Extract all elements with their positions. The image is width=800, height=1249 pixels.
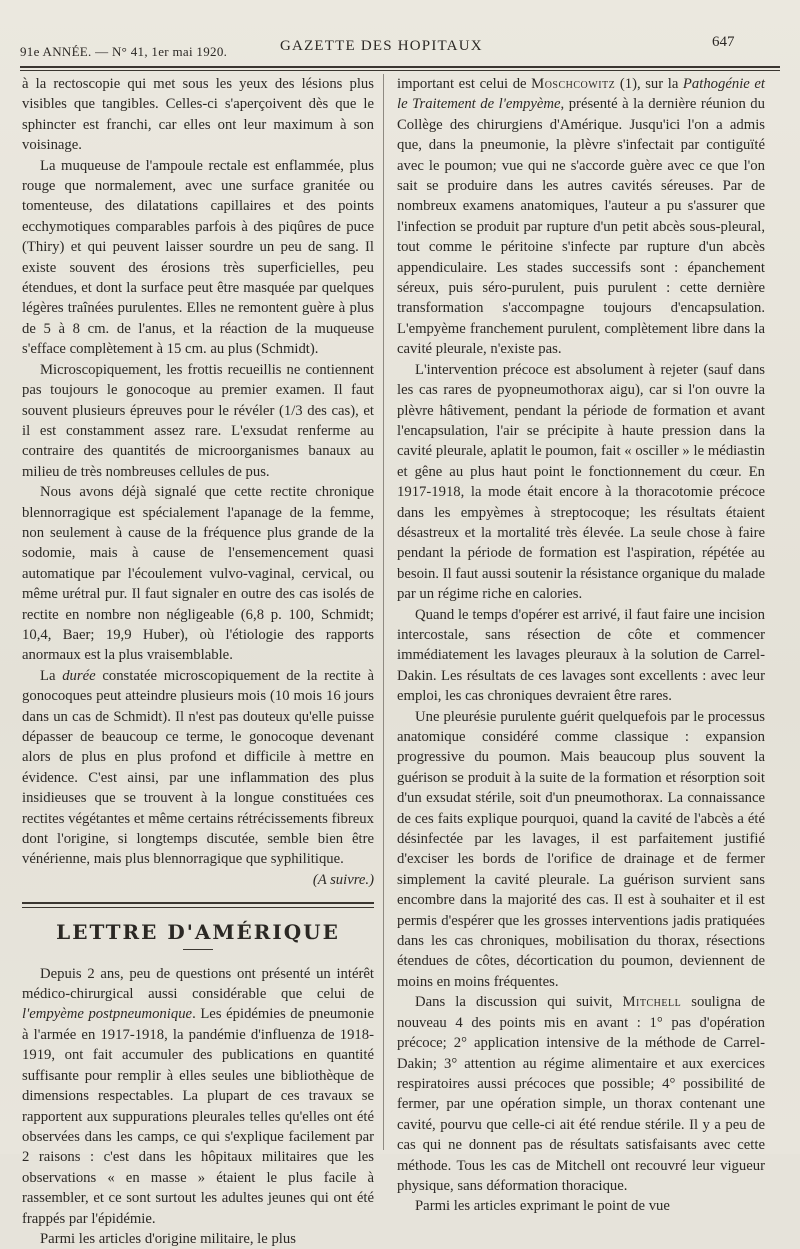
paragraph: Parmi les articles exprimant le point de vue [415, 1198, 670, 1215]
to-be-continued: (A suivre.) [312, 871, 374, 888]
section-rule [22, 892, 374, 904]
header-rule-thick [20, 66, 780, 68]
page-number: 647 [712, 34, 735, 50]
paragraph: Dans la discussion qui suivit, Mitchell souligna de nouveau 4 des points mis en avant : 1° pas d'opération précoce; 2° application intensive de la méthode de Carrel-Dakin; 3° attention au régime alimentaire et aux exercices respiratoires aussi précoces que possible; 4° possibilité de fermer, par une opération simple, un thorax contenant une cavité, pourvu que celle-ci ait été rendue stérile. Il y a peu de cas qui ne donnent pas de résultats satisfaisants avec cette méthode. Tous les cas de Mitchell ont recouvré leur vigueur physique, sans déformation thoracique. [397, 994, 765, 1194]
paragraph: L'intervention précoce est absolument à rejeter (sauf dans les cas rares de pyopneumothorax aigu), car si l'on ouvre la plèvre hâtivement, pendant la période de formation et avant l'encapsulation, l'air se précipite à haute pression dans la cavité pleurale, aplatit le poumon, fait « osciller » le médiastin et gêne au plus haut point le fonctionnement du cœur. En 1917-1918, la mode était encore à la thoracotomie précoce dans les empyèmes à streptocoque; les résultats étaient désastreux et la mortalité très élevée. La seule chose à faire pendant la période de formation est l'aspiration, répétée au besoin. Il faut aussi soutenir la résistance organique du malade par un régime riche en calories. [397, 361, 765, 603]
paragraph: Microscopiquement, les frottis recueillis ne contiennent pas toujours le gonocoque au premier examen. Il faut souvent plusieurs épreuves pour le révéler (1/3 des cas), et il est constamment assez rare. L'exsudat renferme au contraire des quantités de microorganismes banaux au milieu de très nombreuses cellules de pus. [22, 361, 374, 480]
left-column [22, 74, 374, 1249]
header-rule-thin [20, 70, 780, 71]
issue-info: 91e ANNÉE. — N° 41, 1er mai 1920. [20, 44, 228, 59]
paragraph: Nous avons déjà signalé que cette rectite chronique blennorragique est spécialement l'apanage de la femme, non seulement à cause de la fréquence plus grande de la sodomie, mais à cause de l'ensemencement quasi automatique par l'écoulement vulvo-vaginal, cervical, ou même urétral pur. Il faut signaler en outre des cas isolés de rectite en nombre non négligeable (6,8 p. 100, Schmidt; 10,4, Baer; 19,9 Huber), où l'étiologie des rapports anormaux est la plus vraisemblable. [22, 484, 374, 664]
page-header [0, 30, 800, 64]
section-title: LETTRE D'AMÉRIQUE [56, 920, 340, 945]
paragraph: à la rectoscopie qui met sous les yeux des lésions plus visibles que tangibles. Celles-ci s'aperçoivent dès que le sphincter est franchi, car elles ont leur maximum à son voisinage. [22, 76, 374, 154]
paragraph: Parmi les articles d'origine militaire, le plus [40, 1230, 296, 1247]
right-column [397, 74, 765, 1217]
paragraph: important est celui de Moschcowitz (1), sur la Pathogénie et le Traitement de l'empyème, présenté à la dernière réunion du Collège des chirurgiens d'Amérique. Jusqu'ici l'on a admis que, dans la pneumonie, la plèvre s'infectait par contiguïté avec le poumon; vue qui ne s'accorde guère avec ce que l'on sait se produire dans les autres cavités séreuses. Par de nombreux examens anatomiques, l'auteur a pu s'assurer que l'infection se produit par rupture d'un petit abcès sous-pleural, tout comme le péritoine s'infecte par rupture d'un abcès appendiculaire. Les stades successifs sont : épanchement séreux, puis séro-purulent, puis purulent : cette dernière transformation s'accompagne toujours d'encapsulation. L'empyème franchement purulent, complètement libre dans la cavité pleurale, n'existe pas. [397, 76, 765, 358]
title-underline [183, 949, 213, 950]
journal-title: GAZETTE DES HOPITAUX [280, 38, 483, 54]
paragraph: Une pleurésie purulente guérit quelquefois par le processus anatomique considéré comme classique : expansion progressive du poumon. Mais beaucoup plus souvent la guérison se produit à la suite de la formation et résorption soit d'un exsudat stérile, soit d'un pneumothorax. La connaissance de ces faits explique pourquoi, quand la cavité de l'abcès a été désinfectée par les lavages, il est parfaitement justifié d'exciser les bords de l'orifice de drainage et de fermer simplement la cavité pleurale. La guérison survient sans encombre dans la majorité des cas. Il est à souhaiter et il est permis d'espérer que les grosses interventions jadis pratiquées dans les cas chroniques, mobilisation du thorax, résections étendues de côtes, décortication du poumon, deviennent de moins en moins fréquentes. [397, 708, 765, 990]
paragraph: Quand le temps d'opérer est arrivé, il faut faire une incision intercostale, sans résection de côte et commencer immédiatement les lavages pleuraux à la solution de Carrel-Dakin. Les résultats de ces lavages sont excellents : avec leur emploi, les cas chroniques devraient être rares. [397, 606, 765, 705]
paragraph: La durée constatée microscopiquement de la rectite à gonocoques peut atteindre plusieurs mois (10 mois 16 jours dans un cas de Schmidt). Il n'est pas douteux qu'elle puisse dépasser de beaucoup ce terme, le gonocoque devenant alors de plus en plus profond et difficile à mettre en évidence. C'est ainsi, par une inflammation des plus insidieuses que se trouvent à la longue constituées ces rectites végétantes et même certains rétrécissements fibreux dont l'origine, si longtemps discutée, semble bien être vénérienne, mais plus blennorragique que syphilitique. [22, 667, 374, 868]
column-divider [383, 74, 384, 1150]
section-rule-thin [22, 907, 374, 908]
paragraph: La muqueuse de l'ampoule rectale est enflammée, plus rouge que normalement, avec une surface granitée ou tomenteuse, des dilatations capillaires et des points ecchymotiques comparables parfois à des piqûres de puce (Thiry) et qui peuvent laisser sourdre un peu de sang. Il existe souvent des érosions très superficielles, peu étendues, et dont la surface peut être masquée par quelques légères traînées purulentes. Elles ne remontent guère à plus de 5 à 8 cm. de l'anus, et la réaction de la muqueuse s'efface complètement à 15 cm. au plus (Schmidt). [22, 157, 374, 358]
paragraph: Depuis 2 ans, peu de questions ont présenté un intérêt médico-chirurgical aussi considérable que celui de l'empyème postpneumonique. Les épidémies de pneumonie à l'armée en 1917-1918, la pandémie d'influenza de 1918-1919, ont fait accumuler des publications en quantité suffisante pour remplir à elles seules une bibliothèque de dimensions respectables. La plupart de ces travaux se rapportent aux suppurations pleurales telles qu'elles ont été observées dans les camps, ce qui s'explique facilement par 2 raisons : c'est dans les hôpitaux militaires que les observations « en masse » étaient le plus facile à rassembler, et ce sont surtout les adultes jeunes qui ont été frappés par l'épidémie. [22, 965, 374, 1227]
